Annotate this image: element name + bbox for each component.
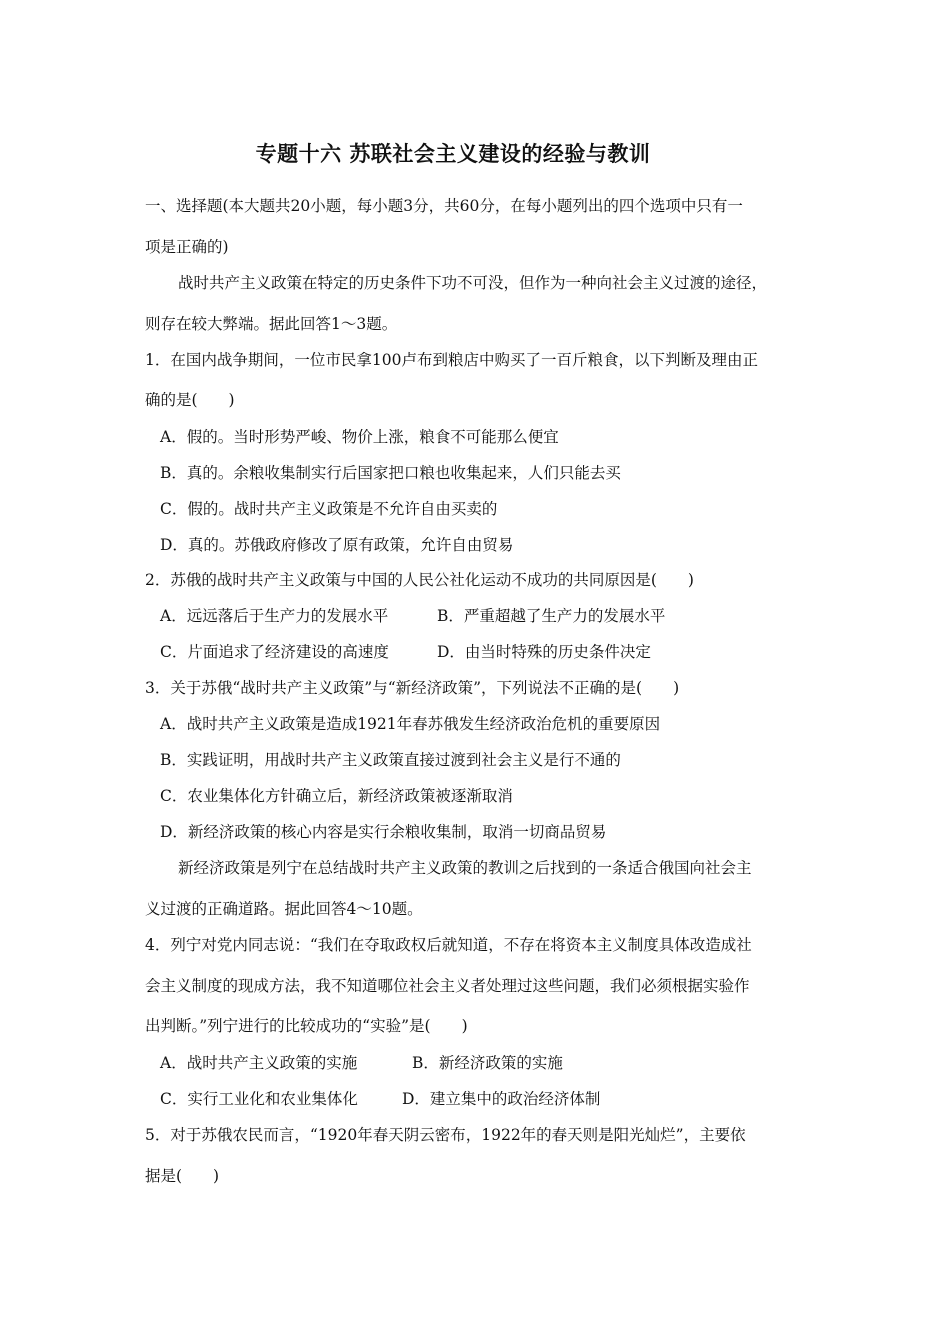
question-3-option-b: B．实践证明，用战时共产主义政策直接过渡到社会主义是行不通的 bbox=[160, 751, 621, 769]
page-title: 专题十六 苏联社会主义建设的经验与教训 bbox=[255, 142, 651, 166]
question-1-option-a: A．假的。当时形势严峻、物价上涨，粮食不可能那么便宜 bbox=[160, 428, 559, 446]
section-heading-line-2: 项是正确的) bbox=[145, 238, 229, 256]
intro-1-line-1: 战时共产主义政策在特定的历史条件下功不可没，但作为一种向社会主义过渡的途径， bbox=[178, 274, 768, 292]
question-4-stem-line-1: 4．列宁对党内同志说：“我们在夺取政权后就知道，不存在将资本主义制度具体改造成社 bbox=[145, 936, 752, 954]
question-5-stem-line-2: 据是( ) bbox=[145, 1167, 220, 1185]
question-3-option-c: C．农业集体化方针确立后，新经济政策被逐渐取消 bbox=[160, 787, 513, 805]
intro-2-line-2: 义过渡的正确道路。据此回答4～10题。 bbox=[145, 900, 423, 918]
intro-2-line-1: 新经济政策是列宁在总结战时共产主义政策的教训之后找到的一条适合俄国向社会主 bbox=[178, 859, 752, 877]
question-3-stem: 3．关于苏俄“战时共产主义政策”与“新经济政策”，下列说法不正确的是( ) bbox=[145, 679, 680, 697]
question-1-option-b: B．真的。余粮收集制实行后国家把口粮也收集起来，人们只能去买 bbox=[160, 464, 621, 482]
question-4-stem-line-3: 出判断。”列宁进行的比较成功的“实验”是( ) bbox=[145, 1017, 468, 1035]
question-4-option-c: C．实行工业化和农业集体化 bbox=[160, 1090, 358, 1108]
question-2-option-b: B．严重超越了生产力的发展水平 bbox=[437, 607, 666, 625]
question-2-option-d: D．由当时特殊的历史条件决定 bbox=[437, 643, 651, 661]
section-heading-line-1: 一、选择题(本大题共20小题，每小题3分，共60分，在每小题列出的四个选项中只有一 bbox=[145, 197, 743, 215]
question-4-option-d: D．建立集中的政治经济体制 bbox=[402, 1090, 601, 1108]
question-4-stem-line-2: 会主义制度的现成方法，我不知道哪位社会主义者处理过这些问题，我们必须根据实验作 bbox=[145, 977, 750, 995]
question-2-option-c: C．片面追求了经济建设的高速度 bbox=[160, 643, 389, 661]
question-1-stem-line-1: 1．在国内战争期间，一位市民拿100卢布到粮店中购买了一百斤粮食，以下判断及理由正 bbox=[145, 351, 758, 369]
question-2-option-a: A．远远落后于生产力的发展水平 bbox=[160, 607, 389, 625]
question-1-stem-line-2: 确的是( ) bbox=[145, 391, 235, 409]
question-3-option-d: D．新经济政策的核心内容是实行余粮收集制，取消一切商品贸易 bbox=[160, 823, 607, 841]
question-1-option-c: C．假的。战时共产主义政策是不允许自由买卖的 bbox=[160, 500, 498, 518]
question-4-option-a: A．战时共产主义政策的实施 bbox=[160, 1054, 358, 1072]
question-3-option-a: A．战时共产主义政策是造成1921年春苏俄发生经济政治危机的重要原因 bbox=[160, 715, 661, 733]
question-1-option-d: D．真的。苏俄政府修改了原有政策，允许自由贸易 bbox=[160, 536, 514, 554]
question-4-option-b: B．新经济政策的实施 bbox=[412, 1054, 563, 1072]
question-5-stem-line-1: 5．对于苏俄农民而言，“1920年春天阴云密布，1922年的春天则是阳光灿烂”，主要依 bbox=[145, 1126, 746, 1144]
question-2-stem: 2．苏俄的战时共产主义政策与中国的人民公社化运动不成功的共同原因是( ) bbox=[145, 571, 694, 589]
intro-1-line-2: 则存在较大弊端。据此回答1～3题。 bbox=[145, 315, 398, 333]
